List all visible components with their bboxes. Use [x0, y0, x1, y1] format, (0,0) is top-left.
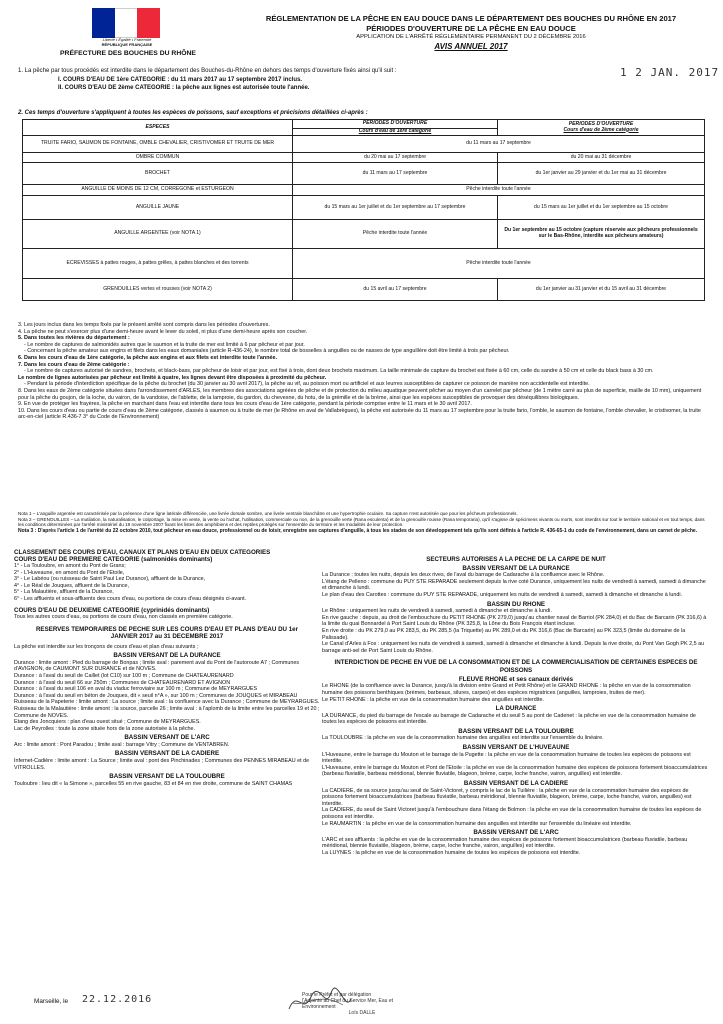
- list-item: La CADIERE, de sa source jusqu'au seuil de Saint-Victoret, y compris le lac de la Tuilière : la pêche en vue de la consommation humaine des espèces de poissons fortement bioaccumulatrices (barbeau fluviatile, barbeau méridional, blennie fluviatile, blageon, brème, carpe, loche franche, vairon, anguilles) est interdite.: [322, 787, 692, 807]
- article-5: 5. Dans toutes les rivières du département :: [18, 335, 130, 342]
- notes-block: [18, 511, 708, 534]
- right-arc-title: BASSIN VERSANT DE L'ARC: [473, 829, 559, 837]
- right-cadiere-title: BASSIN VERSANT DE LA CADIERE: [463, 780, 569, 788]
- table-row: [23, 185, 705, 196]
- article-3: 3. Les jours inclus dans les temps fixés par le présent arrêté sont compris dans les périodes d'ouvertures.: [18, 322, 270, 328]
- right-column: [322, 557, 710, 857]
- table-row: [23, 136, 705, 153]
- signer-name: Loïs DALLE: [348, 1010, 376, 1016]
- species-cell: ECREVISSES à pattes rouges, à pattes grêles, à pattes blanches et des torrents: [23, 249, 293, 279]
- intro-p2: 2. Ces temps d'ouverture s'appliquent à toutes les espèces de poissons, sauf exceptions et précisions détaillées ci-après :: [18, 110, 368, 116]
- list-item: L'étang de Pelleno : commune du PUY STE REPARADE seulement depuis la rive coté Durance, uniquement les nuits de vendredi à samedi, samedi à dimanche et dimanche à lundi.: [322, 578, 706, 592]
- list-item: 6° - Les affluents et sous-affluents des cours d'eau, ou portions de cours d'eau désignés ci-avant.: [14, 595, 247, 602]
- col-cat1-header: Cours d'eau de 1ère catégorie: [293, 129, 498, 136]
- table-row: [23, 279, 705, 301]
- nota-3: Nota 3 : D'après l'article 1 de l'arrêté du 22 octobre 2010, tout pêcheur en eau douce, professionnel ou de loisir, enregistre ses captures d'anguille, à tous les stades de son développement tels qu'ils sont définis à l'article R. 436-65-1 du code de l'environnement, dans un carnet de pêche.: [18, 527, 698, 534]
- huveaune-title: BASSIN VERSANT DE L'HUVEAUNE: [462, 744, 570, 752]
- list-item: Arc : limite amont : Pont Paradou ; limite aval : barrage Vitry ; Commune de VENTABREN.: [14, 741, 230, 748]
- col-species-header: ESPECES: [23, 120, 293, 136]
- period-cell: Du 1er septembre au 15 octobre (capture réservée aux pêcheurs professionnels sur le Bas-Rhône, interdite aux pêcheurs amateurs): [498, 220, 705, 249]
- ladurance-title: LA DURANCE: [495, 705, 537, 713]
- list-item: Etang des Joncquiers : plan d'eau ouest situé ; Commune de MEYRARGUES.: [14, 719, 201, 726]
- list-item: La Durance : toutes les nuits, depuis les deux rives, de l'aval du barrage de Cadarache à la confluence avec le Rhône.: [322, 572, 605, 579]
- article-7c: - Pendant la période d'interdiction spécifique de la pêche du brochet (du 30 janvier au 30 avril 2017), la pêche au vif, au poisson mort ou artificiel et aux leurres susceptibles de capturer ce poisson de manière non accidentelle est interdite.: [24, 381, 590, 388]
- list-item: 1° - La Touloubre, en amont du Pont de Grans;: [14, 563, 126, 569]
- avis-annuel: AVIS ANNUEL 2017: [434, 42, 508, 51]
- reserves-intro: La pêche est interdite sur les tronçons de cours d'eau et plan d'eau suivants ;: [14, 643, 199, 650]
- list-item: Le RHONE (de la confluence avec la Durance, jusqu'à la division entre Grand et Petit Rhône) et le GRAND RHONE : la pêche en vue de la consommation humaine des poissons benthiques (brèmes, barbeaux, silures, carpes) et des espèces migratrices (anguilles, lamproies, truites de mer).: [322, 683, 691, 696]
- signer-line1: Pour le Préfet et par délégation: [302, 992, 372, 998]
- signer-line2: l'Adjointe au Chef du Service Mer, Eau et Environnement: [302, 998, 394, 1010]
- list-item: Durance : à l'aval du seuil 106 en aval du viaduc ferroviaire sur 100 m ; Commune de MEYRARGUES: [14, 686, 258, 693]
- logo-motto: Liberté • Égalité • Fraternité: [102, 37, 152, 42]
- period-cell: Pêche interdite toute l'année: [293, 185, 705, 196]
- list-item: Durance : à l'aval du seuil 66 sur 250m ; Communes de CHATEAURENARD ET AVIGNON: [14, 679, 231, 686]
- list-item: Ruisseau de la Papeterie : limite amont : La source ; limite aval : la confluence avec la Durance ; Commune de MEYRARGUES.: [14, 699, 320, 706]
- list-item: Le RAUMARTIN : la pêche en vue de la consommation humaine des anguilles est interdite sur l'ensemble du linéaire est interdite.: [322, 820, 632, 827]
- period-cell: Pêche interdite toute l'année: [293, 249, 705, 279]
- species-cell: ANGUILLE JAUNE: [23, 196, 293, 220]
- list-item: 3° - Le Labéou (ou ruisseau de Saint Paul Lez Durance), affluent de la Durance,: [14, 576, 206, 583]
- article-7b: Le nombre de lignes autorisées par pêcheur est limité à quatre, les lignes devant être disposées à proximité du pêcheur.: [18, 374, 327, 381]
- article-6: 6. Dans les cours d'eau de 1ère catégorie, la pêche aux engins et aux filets est interdite toute l'année.: [18, 354, 278, 361]
- left-column: [14, 549, 320, 787]
- col-cat2-header: PERIODES D'OUVERTURE Cours d'eau de 2ème catégorie: [498, 120, 705, 136]
- list-item: Durance : à l'aval du seuil de Caillet (lot C10) sur 100 m ; Commune de CHATEAURENARD: [14, 672, 234, 679]
- signer-block: [302, 992, 422, 1016]
- intro-p1: 1. La pêche par tous procédés est interdite dans le département des Bouches-du-Rhône en dehors des temps d'ouverture fixés ainsi qu'il suit :: [18, 68, 397, 74]
- species-cell: ANGUILLE DE MOINS DE 12 CM, CORREGONE et ESTURGEON: [23, 185, 293, 196]
- article-4: 4. La pêche ne peut s'exercer plus d'une demi-heure avant le lever du soleil, ni plus d'une demi-heure après son coucher.: [18, 328, 308, 335]
- list-item: En rive gauche : depuis, au droit de l'embouchure du PETIT RHONE (PK 279,0) jusqu'au chantier naval de Barriol (PK 284,0) et du Bac de Barcarin (PK 316,6) à la limite du quai Bonnardel à Port Saint Louis du Rhône (PK 325,8, la Lône du Bois François étant incluse.: [322, 614, 707, 628]
- species-cell: GRENOUILLES vertes et rousses (voir NOTA 2): [23, 279, 293, 301]
- article-5b: - Concernant la pêche amateur aux engins et filets dans les eaux domaniales (article R-436-24), le nombre total de bosselles à anguilles ou de nasses de type anguillère doit être limité à trois par pêcheur.: [24, 348, 510, 355]
- period-cell: du 20 mai au 31 décembre: [498, 153, 705, 163]
- logo-republic: RÉPUBLIQUE FRANÇAISE: [101, 41, 153, 47]
- period-cell: du 1er janvier au 31 janvier et du 15 avril au 31 décembre: [498, 279, 705, 301]
- cat2-title: COURS D'EAU DE DEUXIEME CATEGORIE (cyprinidés dominants): [14, 606, 210, 614]
- list-item: Le plan d'eau des Carottes : commune du PUY STE REPARADE, uniquement les nuits de vendredi à samedi, samedi à dimanche et dimanche à lundi.: [322, 591, 683, 598]
- list-item: La LUYNES : la pêche en vue de la consommation humaine de toutes les espèces de poissons est interdite.: [322, 849, 581, 856]
- right-durance-title: BASSIN VERSANT DE LA DURANCE: [462, 564, 570, 572]
- list-item: Durance : à l'aval du seuil en béton de Jouques, dit « seuil n°A », sur 100 m ; Communes de JOUQUES et MIRABEAU: [14, 692, 298, 699]
- arc-title: BASSIN VERSANT DE L'ARC: [124, 734, 210, 742]
- list-item: Touloubre : lieu dit « la Simone », parcelles 55 en rive gauche, 83 et 84 en rive droite, commune de SAINT CHAMAS: [14, 780, 293, 787]
- species-cell: TRUITE FARIO, SAUMON DE FONTAINE, OMBLE CHEVALIER, CRISTIVOMER ET TRUITE DE MER: [23, 136, 293, 153]
- article-7a: - Le nombre de captures autorisé de sandres, brochets, et black-bass, par pêcheur de loisir et par jour, est fixé à trois, dont deux brochets maximum. La taille minimale de capture du brochet est fixée à 60 cm, celle du sandre à 50 cm et celle du black bass à 30 cm.: [24, 368, 654, 375]
- doc-application: APPLICATION DE L'ARRÊTÉ RÉGLEMENTAIRE PERMANENT DU 2 DÉCEMBRE 2016: [356, 34, 586, 40]
- list-item: L'Huveaune, entre le barrage du Mouton et Pont de l'Etoile : la pêche en vue de la consommation humaine des espèces de poissons fortement bioaccumulatrices (barbeau fluviatile, barbeau méridional, blennie fluviatile, blageon, brème, carpe, loche franche, vairon, anguilles) est interdite.: [322, 764, 708, 778]
- col-periods-header: PERIODES D'OUVERTURE: [293, 120, 498, 129]
- table-row: [23, 196, 705, 220]
- carpe-title: SECTEURS AUTORISES A LA PECHE DE LA CARPE DE NUIT: [426, 556, 606, 563]
- cat2-text: Tous les autres cours d'eau, ou portions de cours d'eau, non classés en première catégorie.: [14, 613, 233, 620]
- signature-date: 22.12.2016: [82, 994, 153, 1005]
- article-9: 9. En vue de protéger les frayères, la pêche en marchant dans l'eau est interdite dans tous les cours d'eau de 1ère catégorie, pendant la période comprise entre le 11 mars et le 30 avril 2017.: [18, 401, 472, 408]
- intro-p1b: II. COURS D'EAU DE 2ème CATEGORIE : la pêche aux lignes est autorisée toute l'année.: [58, 85, 310, 91]
- right-touloubre-title: BASSIN VERSANT DE LA TOULOUBRE: [458, 727, 574, 735]
- touloubre-title: BASSIN VERSANT DE LA TOULOUBRE: [109, 773, 225, 781]
- logo-caption: [88, 38, 166, 47]
- list-item: Infernet-Cadière : limite amont : La Source ; limite aval : pont des Pinchinades ; Communes des PENNES MIRABEAU et de VITROLLES.: [14, 758, 310, 771]
- list-item: La CADIERE, du seuil de Saint Victoret jusqu'à l'embouchure dans l'étang de Bolmon : la pêche en vue de la consommation humaine de toutes les espèces de poissons est interdite.: [322, 807, 702, 820]
- period-cell: du 20 mai au 17 septembre: [293, 153, 498, 163]
- list-item: Le Rhône : uniquement les nuits de vendredi à samedi, samedi à dimanche et dimanche à lundi.: [322, 608, 552, 615]
- intro-p1a: I. COURS D'EAU DE 1ère CATEGORIE : du 11 mars 2017 au 17 septembre 2017 inclus.: [58, 77, 303, 83]
- nota-2: Nota 2 – GRENOUILLES – La mutilation, la naturalisation, le colportage, la mise en vente, la vente ou l'achat, l'utilisation, commerciale ou non, de la grenouille verte (Rana esculenta) et de la grenouille rousse (Rana temporaria), qu'il s'agisse de spécimens vivants ou morts, sont interdits sur tout le territoire national et en tout temps, dans les conditions déterminées par l'arrêté ministériel du 19 novembre 2007 fixant les listes des amphibiens et des reptiles protégés sur l'ensemble du territoire et les modalités de leur protection.: [18, 516, 705, 528]
- list-item: 2° - L'Huveaune, en amont du Pont de l'Etoile,: [14, 569, 125, 576]
- period-cell: du 15 mars au 1er juillet et du 1er septembre au 15 octobre: [498, 196, 705, 220]
- period-cell: du 1er janvier au 29 janvier et du 1er mai au 31 décembre: [498, 163, 705, 185]
- signature-place: Marseille, le: [34, 998, 69, 1005]
- list-item: L'ARC et ses affluents : la pêche en vue de la consommation humaine des espèces de poissons fortement bioaccumulatrices (barbeau fluviatile, barbeau méridional, blennie fluviatile, blageon, brème, carpe, loche franche, vairon, anguilles) est interdite.: [322, 836, 688, 850]
- articles-block: [18, 322, 708, 421]
- interdiction-title: INTERDICTION DE PECHE EN VUE DE LA CONSOMMATION ET DE LA COMMERCIALISATION DE CERTAINES ESPECES DE POISSONS: [334, 659, 698, 674]
- period-cell: du 11 mars au 17 septembre: [293, 163, 498, 185]
- doc-subtitle: PÉRIODES D'OUVERTURE DE LA PÊCHE EN EAU DOUCE: [366, 24, 576, 33]
- prefecture-label: PRÉFECTURE DES BOUCHES DU RHÔNE: [60, 50, 196, 57]
- list-item: En rive droite : du PK 279,0 au PK 283,5, du PK 285,5 (la Triquette) au PK 289,0 et du PK 316,6 (Bac de Barcarin) au PK 323,5 (limite du domaine de la Palissade).: [322, 627, 686, 641]
- species-cell: OMBRE COMMUN: [23, 153, 293, 163]
- classement-title: CLASSEMENT DES COURS D'EAU, CANAUX ET PLANS D'EAU EN DEUX CATEGORIES: [14, 549, 271, 556]
- article-10: 10. Dans les cours d'eau ou partie de cours d'eau de 2ème catégorie, classés à saumon ou à truite de mer (le Rhône en aval de Vallabrègues), la pêche est autorisée du 11 mars au 17 septembre pour la truite fario, l'omble, le saumon de fontaine, l'omble chevalier, le cristivomer, la truite arc-en-ciel (article R.436-7 3° du Code de l'Environnement): [18, 407, 701, 421]
- species-cell: BROCHET: [23, 163, 293, 185]
- period-cell: du 15 avril au 17 septembre: [293, 279, 498, 301]
- table-row: [23, 163, 705, 185]
- list-item: Ruisseau de la Malautière : limite amont : la source, parcelle 26 ; limite aval : à l'aplomb de la limite entre les parcelles 19 et 20 ; Commune de NOVES.: [14, 705, 320, 719]
- table-row: [23, 249, 705, 279]
- reception-stamp: 1 2 JAN. 2017: [620, 66, 720, 79]
- doc-title: RÉGLEMENTATION DE LA PÊCHE EN EAU DOUCE DANS LE DÉPARTEMENT DES BOUCHES DU RHÔNE EN 2017: [265, 14, 677, 23]
- cadiere-title: BASSIN VERSANT DE LA CADIERE: [114, 750, 220, 758]
- rhone-title: BASSIN DU RHONE: [486, 600, 546, 608]
- durance-title: BASSIN VERSANT DE LA DURANCE: [113, 652, 221, 660]
- article-5a: - Le nombre de captures de salmonidés autres que le saumon et la truite de mer est limité à 6 par pêcheur et par jour.: [24, 341, 305, 348]
- reserves-title: RESERVES TEMPORAIRES DE PECHE SUR LES COURS D'EAU ET PLANS D'EAU DU 1er JANVIER 2017 au 31 DECEMBRE 2017: [35, 626, 299, 641]
- period-cell: du 15 mars au 1er juillet et du 1er septembre au 17 septembre: [293, 196, 498, 220]
- list-item: 4° - Le Réal de Jouques, affluent de la Durance,: [14, 582, 130, 589]
- table-row: [23, 153, 705, 163]
- list-item: 5° - La Malautière, affluent de la Durance,: [14, 589, 114, 596]
- list-item: LA DURANCE, du pied du barrage de l'escale au barrage de Cadarache et du seuil 5 au pont de Cadenet : la pêche en vue de la consommation humaine de toutes les espèces de poissons est interdite.: [322, 712, 696, 726]
- fleuve-title: FLEUVE RHONE et ses canaux dérivés: [458, 675, 574, 683]
- species-cell: ANGUILLE ARGENTEE (voir NOTA 1): [23, 220, 293, 249]
- nota-1: Nota 1 – L'anguille argentée est caractérisée par la présence d'une ligne latérale différenciée, une livrée dorsale sombre, une livrée ventrale blanchâtre et une hypertrophie oculaire. Sa capture n'est autorisée que pour les pêcheurs professionnels.: [18, 511, 518, 516]
- list-item: Le Canal d'Arles à Fos : uniquement les nuits de vendredi à samedi, samedi à dimanche et dimanche à lundi. Depuis la rive droite, du Pont Van Gogh PK 2,5 au barrage anti-sel de Port Saint Louis du Rhône.: [322, 641, 705, 654]
- list-item: Durance : limite amont : Pied du barrage de Bonpas ; limite aval : parement aval du Pont de l'autoroute A7 ; Communes d'AVIGNON, de CAUMONT SUR DURANCE et de NOVES.: [14, 659, 300, 673]
- article-8: 8. Dans les eaux de 2ème catégorie situées dans l'arrondissement d'ARLES, les membres des associations agréées de pêche et de protection du milieu aquatique peuvent pêcher au moyen d'un carrelet par pêcheur (de 1 mètre carré au plus de superficie, maille de 10 mm), uniquement pour la pêche du goujon, de la loche, du vairon, de la vandoise, de l'ablette, de la lamproie, du gardon, du chevesne, du hotu, de la grémille et de la brème, ainsi que les espèces susceptibles de provoquer des déséquilibres biologiques.: [18, 387, 702, 401]
- list-item: Lac de Peyrolles : toute la zone située hors de la zone autorisée à la pêche.: [14, 725, 196, 732]
- cat1-title: COURS D'EAU DE PREMIERE CATEGORIE (salmonidés dominants): [14, 556, 213, 563]
- opening-periods-table: [22, 119, 705, 301]
- list-item: L'Huveaune, entre le barrage du Mouton et le barrage de la Pugette : la pêche en vue de la consommation humaine de toutes les espèces de poissons est interdite.: [322, 751, 691, 765]
- period-cell: du 11 mars au 17 septembre: [293, 136, 705, 153]
- period-cell: Pêche interdite toute l'année: [293, 220, 498, 249]
- table-row: [23, 220, 705, 249]
- list-item: La TOULOUBRE : la pêche en vue de la consommation humaine des anguilles est interdite sur l'ensemble du linéaire.: [322, 735, 604, 742]
- article-7: 7. Dans les cours d'eau de 2ème catégorie :: [18, 361, 130, 368]
- marianne-logo: [92, 8, 160, 38]
- list-item: Le PETIT RHONE : la pêche en vue de la consommation humaine des anguilles est interdite.: [322, 696, 544, 703]
